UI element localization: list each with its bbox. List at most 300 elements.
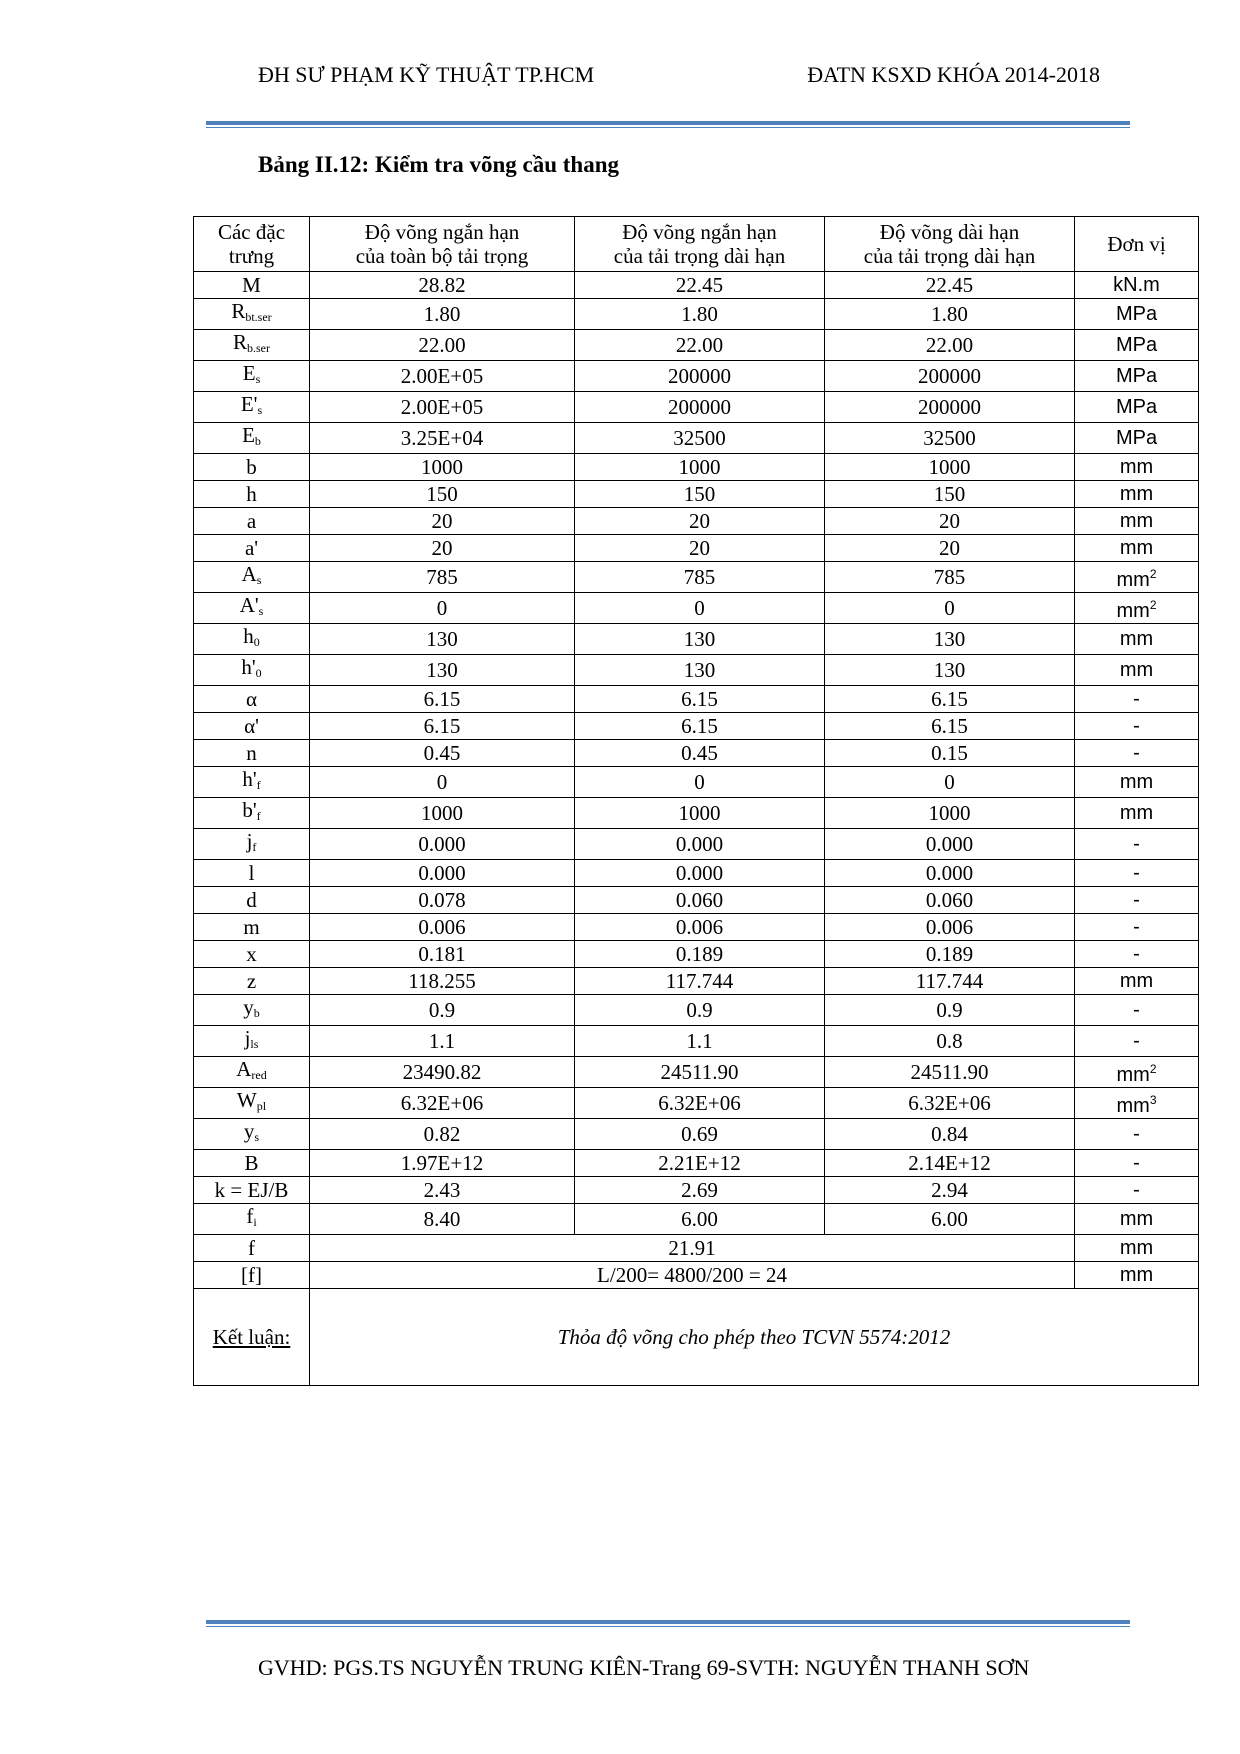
table-row <box>194 767 1199 798</box>
unit-cell <box>1075 1150 1199 1177</box>
table-row <box>194 914 1199 941</box>
value-cell: 20 <box>310 508 575 535</box>
symbol-subscript: s <box>257 403 263 417</box>
value-cell: 130 <box>310 624 575 655</box>
table-row <box>194 995 1199 1026</box>
value-cell: 118.255 <box>310 968 575 995</box>
unit-cell <box>1075 299 1199 330</box>
unit-cell <box>1075 829 1199 860</box>
unit-text: - <box>1133 889 1140 911</box>
unit-cell <box>1075 508 1199 535</box>
unit-text: - <box>1133 1152 1140 1174</box>
unit-text: MPa <box>1115 396 1158 418</box>
table-row <box>194 454 1199 481</box>
value-cell: 785 <box>310 562 575 593</box>
value-cell: 130 <box>825 624 1075 655</box>
symbol-text: W <box>236 1088 257 1112</box>
deflection-table <box>193 216 1199 1386</box>
table-row <box>194 508 1199 535</box>
symbol-text: z <box>246 969 257 993</box>
value-cell: 150 <box>310 481 575 508</box>
table-row <box>194 299 1199 330</box>
value-cell: 22.45 <box>575 272 825 299</box>
unit-cell <box>1075 1088 1199 1119</box>
unit-cell <box>1075 655 1199 686</box>
value-cell: 2.69 <box>575 1177 825 1204</box>
unit-cell <box>1075 562 1199 593</box>
value-cell: 0.8 <box>825 1026 1075 1057</box>
page-footer: GVHD: PGS.TS NGUYỄN TRUNG KIÊN-Trang 69-SVTH: NGUYỄN THANH SƠN <box>258 1655 1030 1680</box>
unit-superscript: 3 <box>1149 1093 1157 1107</box>
symbol-subscript: red <box>251 1068 267 1082</box>
unit-cell <box>1075 361 1199 392</box>
table-row <box>194 1119 1199 1150</box>
symbol-cell <box>194 1088 310 1119</box>
symbol-text: E <box>242 361 256 385</box>
unit-text: mm <box>1119 628 1154 650</box>
value-cell: 1.80 <box>310 299 575 330</box>
value-cell: 8.40 <box>310 1204 575 1235</box>
unit-text: MPa <box>1115 303 1158 325</box>
footer-rule <box>206 1620 1130 1627</box>
value-cell: 6.15 <box>825 686 1075 713</box>
value-cell: 1.1 <box>310 1026 575 1057</box>
symbol-cell <box>194 914 310 941</box>
symbol-text: d <box>246 888 257 912</box>
table-row <box>194 1057 1199 1088</box>
unit-text: - <box>1133 916 1140 938</box>
header-line: của tải trọng dài hạn <box>863 244 1036 268</box>
table-row <box>194 330 1199 361</box>
unit-cell <box>1075 535 1199 562</box>
value-cell: 130 <box>825 655 1075 686</box>
symbol-cell <box>194 508 310 535</box>
symbol-cell <box>194 481 310 508</box>
value-cell: 22.00 <box>575 330 825 361</box>
symbol-text: h' <box>241 655 256 679</box>
value-cell: 22.00 <box>825 330 1075 361</box>
symbol-cell <box>194 562 310 593</box>
symbol-subscript: f <box>256 809 261 823</box>
header-line: Độ võng ngắn hạn <box>622 220 777 244</box>
value-cell: 0.15 <box>825 740 1075 767</box>
symbol-text: l <box>248 861 255 885</box>
table-row <box>194 535 1199 562</box>
header-project: ĐATN KSXD KHÓA 2014-2018 <box>807 62 1100 87</box>
symbol-subscript: s <box>254 1130 260 1144</box>
value-cell: 0 <box>575 767 825 798</box>
unit-text: - <box>1133 862 1140 884</box>
symbol-text: j <box>246 829 253 853</box>
value-cell: 6.15 <box>310 713 575 740</box>
table-row <box>194 798 1199 829</box>
unit-text: MPa <box>1115 334 1158 356</box>
unit-text: mm <box>1119 1208 1154 1230</box>
symbol-cell <box>194 1119 310 1150</box>
symbol-cell <box>194 1204 310 1235</box>
symbol-cell <box>194 535 310 562</box>
value-cell: 6.32E+06 <box>825 1088 1075 1119</box>
symbol-text: A' <box>239 593 259 617</box>
unit-superscript: 2 <box>1149 1062 1157 1076</box>
unit-cell <box>1075 798 1199 829</box>
value-cell: 0.000 <box>825 860 1075 887</box>
symbol-cell <box>194 713 310 740</box>
table-row <box>194 713 1199 740</box>
value-cell: 6.32E+06 <box>575 1088 825 1119</box>
unit-cell <box>1075 624 1199 655</box>
table-row <box>194 655 1199 686</box>
unit-cell: mm <box>1075 1262 1199 1289</box>
value-cell: 6.00 <box>575 1204 825 1235</box>
symbol-text: α <box>245 687 257 711</box>
header-university: ĐH SƯ PHẠM KỸ THUẬT TP.HCM <box>258 62 595 87</box>
table-row <box>194 1177 1199 1204</box>
unit-text: mm <box>1116 1095 1150 1117</box>
unit-cell <box>1075 686 1199 713</box>
symbol-text: A <box>241 562 257 586</box>
value-cell: 0 <box>825 593 1075 624</box>
header-line: Các đặc <box>217 220 286 244</box>
value-cell: 2.21E+12 <box>575 1150 825 1177</box>
unit-text: mm <box>1119 456 1154 478</box>
value-cell: 32500 <box>575 423 825 454</box>
unit-cell <box>1075 713 1199 740</box>
symbol-subscript: f <box>252 840 257 854</box>
value-cell: 0.84 <box>825 1119 1075 1150</box>
value-cell: 0.9 <box>575 995 825 1026</box>
page-header <box>258 62 1100 92</box>
symbol-subscript: i <box>253 1215 257 1229</box>
header-cell <box>575 217 825 272</box>
value-cell: 2.43 <box>310 1177 575 1204</box>
symbol-text: h' <box>242 767 257 791</box>
value-cell: 0.45 <box>310 740 575 767</box>
unit-cell <box>1075 392 1199 423</box>
value-cell: 32500 <box>825 423 1075 454</box>
value-cell: 0.006 <box>310 914 575 941</box>
table-row <box>194 361 1199 392</box>
unit-cell <box>1075 1119 1199 1150</box>
unit-cell <box>1075 423 1199 454</box>
unit-cell <box>1075 481 1199 508</box>
table-row <box>194 1204 1199 1235</box>
value-cell: 6.32E+06 <box>310 1088 575 1119</box>
unit-cell <box>1075 941 1199 968</box>
table-row <box>194 829 1199 860</box>
value-cell: 0.9 <box>825 995 1075 1026</box>
unit-cell <box>1075 914 1199 941</box>
value-cell: 0 <box>310 767 575 798</box>
unit-text: - <box>1133 1123 1140 1145</box>
value-cell: 130 <box>575 655 825 686</box>
symbol-text: y <box>243 995 254 1019</box>
table-row <box>194 562 1199 593</box>
value-cell: 2.00E+05 <box>310 392 575 423</box>
value-cell: 3.25E+04 <box>310 423 575 454</box>
unit-cell <box>1075 1057 1199 1088</box>
header-cell <box>310 217 575 272</box>
unit-cell <box>1075 1026 1199 1057</box>
table-row <box>194 481 1199 508</box>
unit-text: kN.m <box>1113 274 1160 296</box>
value-cell: 117.744 <box>825 968 1075 995</box>
unit-cell <box>1075 767 1199 798</box>
unit-cell <box>1075 740 1199 767</box>
value-cell: 0.69 <box>575 1119 825 1150</box>
value-cell: 2.14E+12 <box>825 1150 1075 1177</box>
value-cell: 1.80 <box>575 299 825 330</box>
table-title: Bảng II.12: Kiểm tra võng cầu thang <box>258 152 619 177</box>
symbol-cell <box>194 860 310 887</box>
value-cell: 785 <box>575 562 825 593</box>
value-cell: 0 <box>575 593 825 624</box>
value-cell: 6.15 <box>825 713 1075 740</box>
symbol-subscript: bt.ser <box>245 310 272 324</box>
unit-text: mm <box>1119 771 1154 793</box>
symbol-cell <box>194 593 310 624</box>
value-cell: 20 <box>310 535 575 562</box>
unit-text: - <box>1133 943 1140 965</box>
table-row <box>194 860 1199 887</box>
value-cell: 0.181 <box>310 941 575 968</box>
value-cell: 1000 <box>575 798 825 829</box>
unit-text: mm <box>1119 537 1154 559</box>
symbol-text: B <box>244 1151 259 1175</box>
symbol-subscript: 0 <box>255 666 262 680</box>
symbol-subscript: b <box>253 1006 260 1020</box>
value-cell: 1000 <box>310 454 575 481</box>
header-line: Độ võng ngắn hạn <box>364 220 520 244</box>
unit-text: mm <box>1119 802 1154 824</box>
unit-cell <box>1075 272 1199 299</box>
symbol-cell <box>194 423 310 454</box>
symbol-text: A <box>236 1057 252 1081</box>
value-cell: 2.00E+05 <box>310 361 575 392</box>
symbol-text: R <box>231 299 246 323</box>
value-cell: 0.82 <box>310 1119 575 1150</box>
unit-cell: mm <box>1075 1235 1199 1262</box>
value-cell: 2.94 <box>825 1177 1075 1204</box>
symbol-subscript: b <box>254 434 261 448</box>
unit-text: mm <box>1119 510 1154 532</box>
value-cell: 117.744 <box>575 968 825 995</box>
value-cell: 0.060 <box>575 887 825 914</box>
value-cell: 20 <box>825 508 1075 535</box>
value-cell: 6.00 <box>825 1204 1075 1235</box>
value-cell: 785 <box>825 562 1075 593</box>
value-cell: 200000 <box>825 392 1075 423</box>
merged-value-cell: 21.91 <box>310 1235 1075 1262</box>
unit-text: - <box>1133 999 1140 1021</box>
value-cell: 28.82 <box>310 272 575 299</box>
symbol-subscript: f <box>256 778 261 792</box>
symbol-cell <box>194 686 310 713</box>
value-cell: 0 <box>825 767 1075 798</box>
unit-cell <box>1075 593 1199 624</box>
symbol-text: α' <box>244 714 259 738</box>
unit-cell <box>1075 1177 1199 1204</box>
unit-cell <box>1075 1204 1199 1235</box>
symbol-text: a' <box>244 536 259 560</box>
symbol-text: n <box>246 741 257 765</box>
value-cell: 0.078 <box>310 887 575 914</box>
value-cell: 200000 <box>575 392 825 423</box>
unit-text: - <box>1133 833 1140 855</box>
header-cell <box>194 217 310 272</box>
symbol-subscript: 0 <box>253 635 260 649</box>
value-cell: 0 <box>310 593 575 624</box>
symbol-cell <box>194 941 310 968</box>
unit-cell <box>1075 330 1199 361</box>
header-line: Đơn vị <box>1107 232 1166 256</box>
value-cell: 1000 <box>825 798 1075 829</box>
merged-row <box>194 1235 1199 1262</box>
table-row <box>194 272 1199 299</box>
symbol-cell <box>194 740 310 767</box>
value-cell: 0.45 <box>575 740 825 767</box>
symbol-subscript: s <box>255 372 261 386</box>
table-header-row <box>194 217 1199 272</box>
table-row <box>194 1088 1199 1119</box>
symbol-text: m <box>243 915 260 939</box>
value-cell: 0.060 <box>825 887 1075 914</box>
symbol-cell: f <box>194 1235 310 1262</box>
unit-text: - <box>1133 715 1140 737</box>
symbol-text: a <box>246 509 257 533</box>
unit-cell <box>1075 995 1199 1026</box>
value-cell: 24511.90 <box>575 1057 825 1088</box>
value-cell: 150 <box>575 481 825 508</box>
symbol-cell <box>194 829 310 860</box>
value-cell: 130 <box>575 624 825 655</box>
value-cell: 1.1 <box>575 1026 825 1057</box>
value-cell: 22.45 <box>825 272 1075 299</box>
unit-text: - <box>1133 688 1140 710</box>
value-cell: 6.15 <box>575 686 825 713</box>
value-cell: 23490.82 <box>310 1057 575 1088</box>
symbol-text: M <box>242 273 261 297</box>
header-cell <box>825 217 1075 272</box>
unit-superscript: 2 <box>1149 567 1157 581</box>
header-cell <box>1075 217 1199 272</box>
symbol-text: b <box>246 455 257 479</box>
symbol-subscript: s <box>258 604 264 618</box>
value-cell: 0.006 <box>575 914 825 941</box>
symbol-cell <box>194 361 310 392</box>
merged-value-cell: L/200= 4800/200 = 24 <box>310 1262 1075 1289</box>
symbol-text: f <box>246 1204 254 1228</box>
table-row <box>194 740 1199 767</box>
symbol-text: h <box>246 482 257 506</box>
conclusion-text: Thỏa độ võng cho phép theo TCVN 5574:2012 <box>310 1289 1199 1386</box>
value-cell: 0.000 <box>310 860 575 887</box>
unit-superscript: 2 <box>1149 598 1157 612</box>
table-row <box>194 1026 1199 1057</box>
value-cell: 20 <box>575 508 825 535</box>
value-cell: 22.00 <box>310 330 575 361</box>
value-cell: 0.006 <box>825 914 1075 941</box>
value-cell: 0.000 <box>310 829 575 860</box>
symbol-cell: [f] <box>194 1262 310 1289</box>
symbol-subscript: pl <box>256 1099 267 1113</box>
value-cell: 20 <box>825 535 1075 562</box>
unit-text: - <box>1133 742 1140 764</box>
merged-row <box>194 1262 1199 1289</box>
symbol-cell <box>194 1057 310 1088</box>
symbol-cell <box>194 272 310 299</box>
symbol-text: R <box>232 330 247 354</box>
symbol-cell <box>194 392 310 423</box>
value-cell: 130 <box>310 655 575 686</box>
table-row <box>194 686 1199 713</box>
symbol-text: E' <box>240 392 258 416</box>
table-row <box>194 968 1199 995</box>
header-rule <box>206 121 1130 128</box>
unit-text: - <box>1133 1179 1140 1201</box>
symbol-text: b' <box>242 798 257 822</box>
table-row <box>194 887 1199 914</box>
symbol-text: E <box>242 423 255 447</box>
header-line: trưng <box>228 244 275 268</box>
value-cell: 0.000 <box>575 860 825 887</box>
unit-cell <box>1075 454 1199 481</box>
symbol-cell <box>194 767 310 798</box>
symbol-text: x <box>246 942 257 966</box>
unit-cell <box>1075 860 1199 887</box>
symbol-cell <box>194 1026 310 1057</box>
symbol-cell <box>194 299 310 330</box>
symbol-text: h <box>243 624 254 648</box>
unit-text: MPa <box>1115 365 1158 387</box>
symbol-text: y <box>243 1119 255 1143</box>
symbol-text: k = EJ/B <box>214 1178 289 1202</box>
value-cell: 1000 <box>310 798 575 829</box>
symbol-cell <box>194 798 310 829</box>
table-row <box>194 593 1199 624</box>
symbol-subscript: ls <box>250 1037 259 1051</box>
value-cell: 1000 <box>575 454 825 481</box>
value-cell: 0.000 <box>575 829 825 860</box>
table-row <box>194 423 1199 454</box>
unit-text: mm <box>1119 970 1154 992</box>
value-cell: 150 <box>825 481 1075 508</box>
value-cell: 0.189 <box>575 941 825 968</box>
value-cell: 1.80 <box>825 299 1075 330</box>
unit-text: MPa <box>1115 427 1158 449</box>
symbol-cell <box>194 995 310 1026</box>
value-cell: 0.189 <box>825 941 1075 968</box>
symbol-cell <box>194 887 310 914</box>
symbol-cell <box>194 1150 310 1177</box>
value-cell: 0.000 <box>825 829 1075 860</box>
unit-text: mm <box>1116 569 1150 591</box>
header-line: Độ võng dài hạn <box>879 220 1020 244</box>
conclusion-label: Kết luận: <box>194 1289 310 1386</box>
conclusion-row <box>194 1289 1199 1386</box>
unit-text: mm <box>1119 659 1154 681</box>
header-line: của toàn bộ tải trọng <box>355 244 529 268</box>
table-row <box>194 624 1199 655</box>
unit-text: - <box>1133 1030 1140 1052</box>
symbol-cell <box>194 968 310 995</box>
symbol-cell <box>194 1177 310 1204</box>
value-cell: 6.15 <box>310 686 575 713</box>
value-cell: 24511.90 <box>825 1057 1075 1088</box>
table-row <box>194 392 1199 423</box>
header-line: của tải trọng dài hạn <box>613 244 786 268</box>
symbol-cell <box>194 624 310 655</box>
